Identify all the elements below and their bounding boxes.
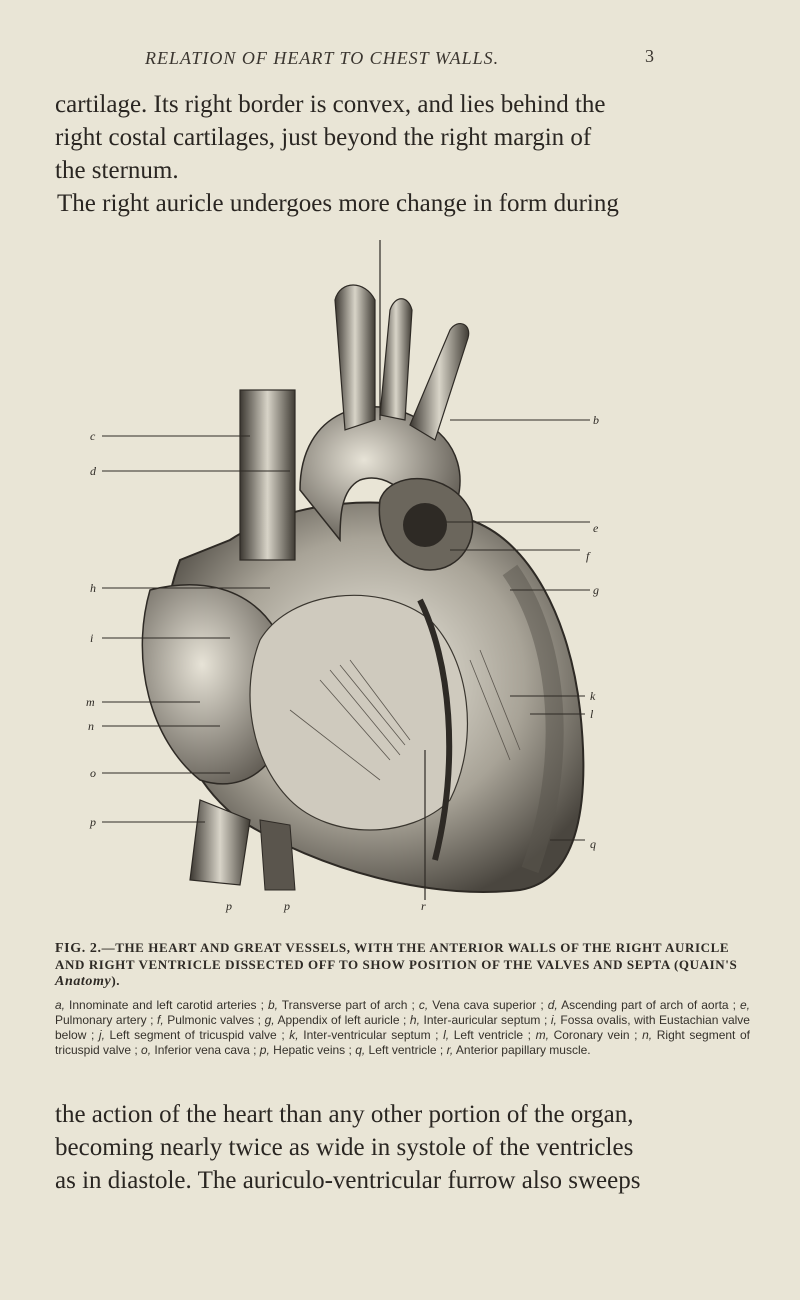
legend-text: Left segment of tricuspid valve ; bbox=[104, 1028, 290, 1042]
label-e: e bbox=[593, 521, 599, 535]
legend-text: Right segment of tricuspid valve ; bbox=[55, 1028, 751, 1057]
label-i: i bbox=[90, 631, 94, 645]
label-g: g bbox=[593, 583, 599, 597]
page-number: 3 bbox=[645, 46, 654, 66]
label-f: f bbox=[586, 549, 590, 563]
label-p-bottom-2: p bbox=[284, 899, 290, 913]
label-p: p bbox=[90, 815, 96, 829]
legend-key: c, bbox=[418, 998, 429, 1012]
legend-text: Transverse part of arch ; bbox=[277, 998, 419, 1012]
label-o: o bbox=[90, 766, 96, 780]
legend-key: o, bbox=[141, 1043, 152, 1057]
legend-key: l, bbox=[443, 1028, 450, 1042]
legend-text: Anterior papillary muscle. bbox=[453, 1043, 591, 1057]
legend-text: Innominate and left carotid arteries ; bbox=[65, 998, 268, 1012]
text-line: the action of the heart than any other portion of the organ, bbox=[55, 1101, 634, 1128]
text-line: The right auricle undergoes more change in form during bbox=[57, 190, 619, 217]
caption-legend bbox=[55, 998, 750, 1058]
hepatic-veins bbox=[260, 820, 295, 890]
legend-key: j, bbox=[98, 1028, 105, 1042]
innominate-artery bbox=[335, 285, 375, 430]
running-title: RELATION OF HEART TO CHEST WALLS. bbox=[145, 48, 500, 68]
legend-key: k, bbox=[289, 1028, 299, 1042]
text-line: becoming nearly twice as wide in systole of the ventricles bbox=[55, 1134, 634, 1161]
legend-text: Fossa ovalis, with Eustachian valve below ; bbox=[55, 1013, 750, 1042]
legend-key: p, bbox=[259, 1043, 270, 1057]
left-subclavian-artery bbox=[410, 324, 469, 440]
heart-illustration bbox=[86, 240, 700, 930]
legend-text: Pulmonic valves ; bbox=[163, 1013, 265, 1027]
label-m: m bbox=[86, 695, 95, 709]
left-carotid-artery bbox=[380, 299, 412, 420]
legend-key: m, bbox=[535, 1028, 549, 1042]
legend-text: Inferior vena cava ; bbox=[151, 1043, 260, 1057]
text-line: cartilage. Its right border is convex, and lies behind the bbox=[55, 91, 606, 118]
text-line: right costal cartilages, just beyond the right margin of bbox=[55, 124, 592, 151]
body-text-top bbox=[55, 88, 755, 220]
label-r-bottom: r bbox=[421, 899, 426, 913]
legend-key: d, bbox=[547, 998, 558, 1012]
legend-text: Inter-auricular septum ; bbox=[419, 1013, 551, 1027]
figure-caption bbox=[55, 940, 750, 1058]
legend-key: g, bbox=[264, 1013, 275, 1027]
pulmonic-valves bbox=[403, 503, 447, 547]
legend-text: Left ventricle ; bbox=[449, 1028, 536, 1042]
legend-text: Left ventricle ; bbox=[365, 1043, 447, 1057]
legend-key: h, bbox=[409, 1013, 420, 1027]
legend-key: q, bbox=[355, 1043, 366, 1057]
page-header bbox=[0, 40, 800, 80]
legend-key: i, bbox=[550, 1013, 557, 1027]
vena-cava-superior bbox=[240, 390, 295, 560]
legend-key: r, bbox=[446, 1043, 454, 1057]
legend-key: n, bbox=[642, 1028, 653, 1042]
label-k: k bbox=[590, 689, 596, 703]
label-c: c bbox=[90, 429, 96, 443]
label-n: n bbox=[88, 719, 94, 733]
caption-title-text: —THE HEART AND GREAT VESSELS, WITH THE ANTERIOR WALLS OF THE RIGHT AURICLE AND RIGHT VENTRICLE DISSECTED OFF TO SHOW POSITION OF THE VALVES AND SEPTA (QUAIN'S bbox=[55, 940, 738, 972]
text-line: as in diastole. The auriculo-ventricular furrow also sweeps bbox=[55, 1167, 641, 1194]
legend-key: b, bbox=[267, 998, 278, 1012]
legend-text: Coronary vein ; bbox=[548, 1028, 643, 1042]
heart-diagram bbox=[86, 240, 700, 930]
legend-key: e, bbox=[739, 998, 750, 1012]
legend-key: a, bbox=[55, 998, 66, 1012]
legend-text: Hepatic veins ; bbox=[269, 1043, 356, 1057]
legend-text: Ascending part of arch of aorta ; bbox=[557, 998, 740, 1012]
figure-number: FIG. 2. bbox=[55, 941, 102, 956]
caption-title bbox=[55, 940, 750, 990]
text-line: the sternum. bbox=[55, 157, 179, 184]
caption-title-end: ). bbox=[111, 973, 121, 988]
label-h: h bbox=[90, 581, 96, 595]
legend-text: Pulmonary artery ; bbox=[55, 1013, 157, 1027]
label-p-bottom-1: p bbox=[226, 899, 232, 913]
legend-text: Inter-ventricular septum ; bbox=[298, 1028, 444, 1042]
label-d: d bbox=[90, 464, 96, 478]
body-text-bottom bbox=[55, 1098, 755, 1197]
legend-text: Vena cava superior ; bbox=[428, 998, 548, 1012]
label-l: l bbox=[590, 707, 594, 721]
legend-key: f, bbox=[157, 1013, 164, 1027]
legend-text: Appendix of left auricle ; bbox=[274, 1013, 410, 1027]
label-b: b bbox=[593, 413, 599, 427]
caption-source: Anatomy bbox=[55, 974, 112, 989]
label-q: q bbox=[590, 837, 596, 851]
